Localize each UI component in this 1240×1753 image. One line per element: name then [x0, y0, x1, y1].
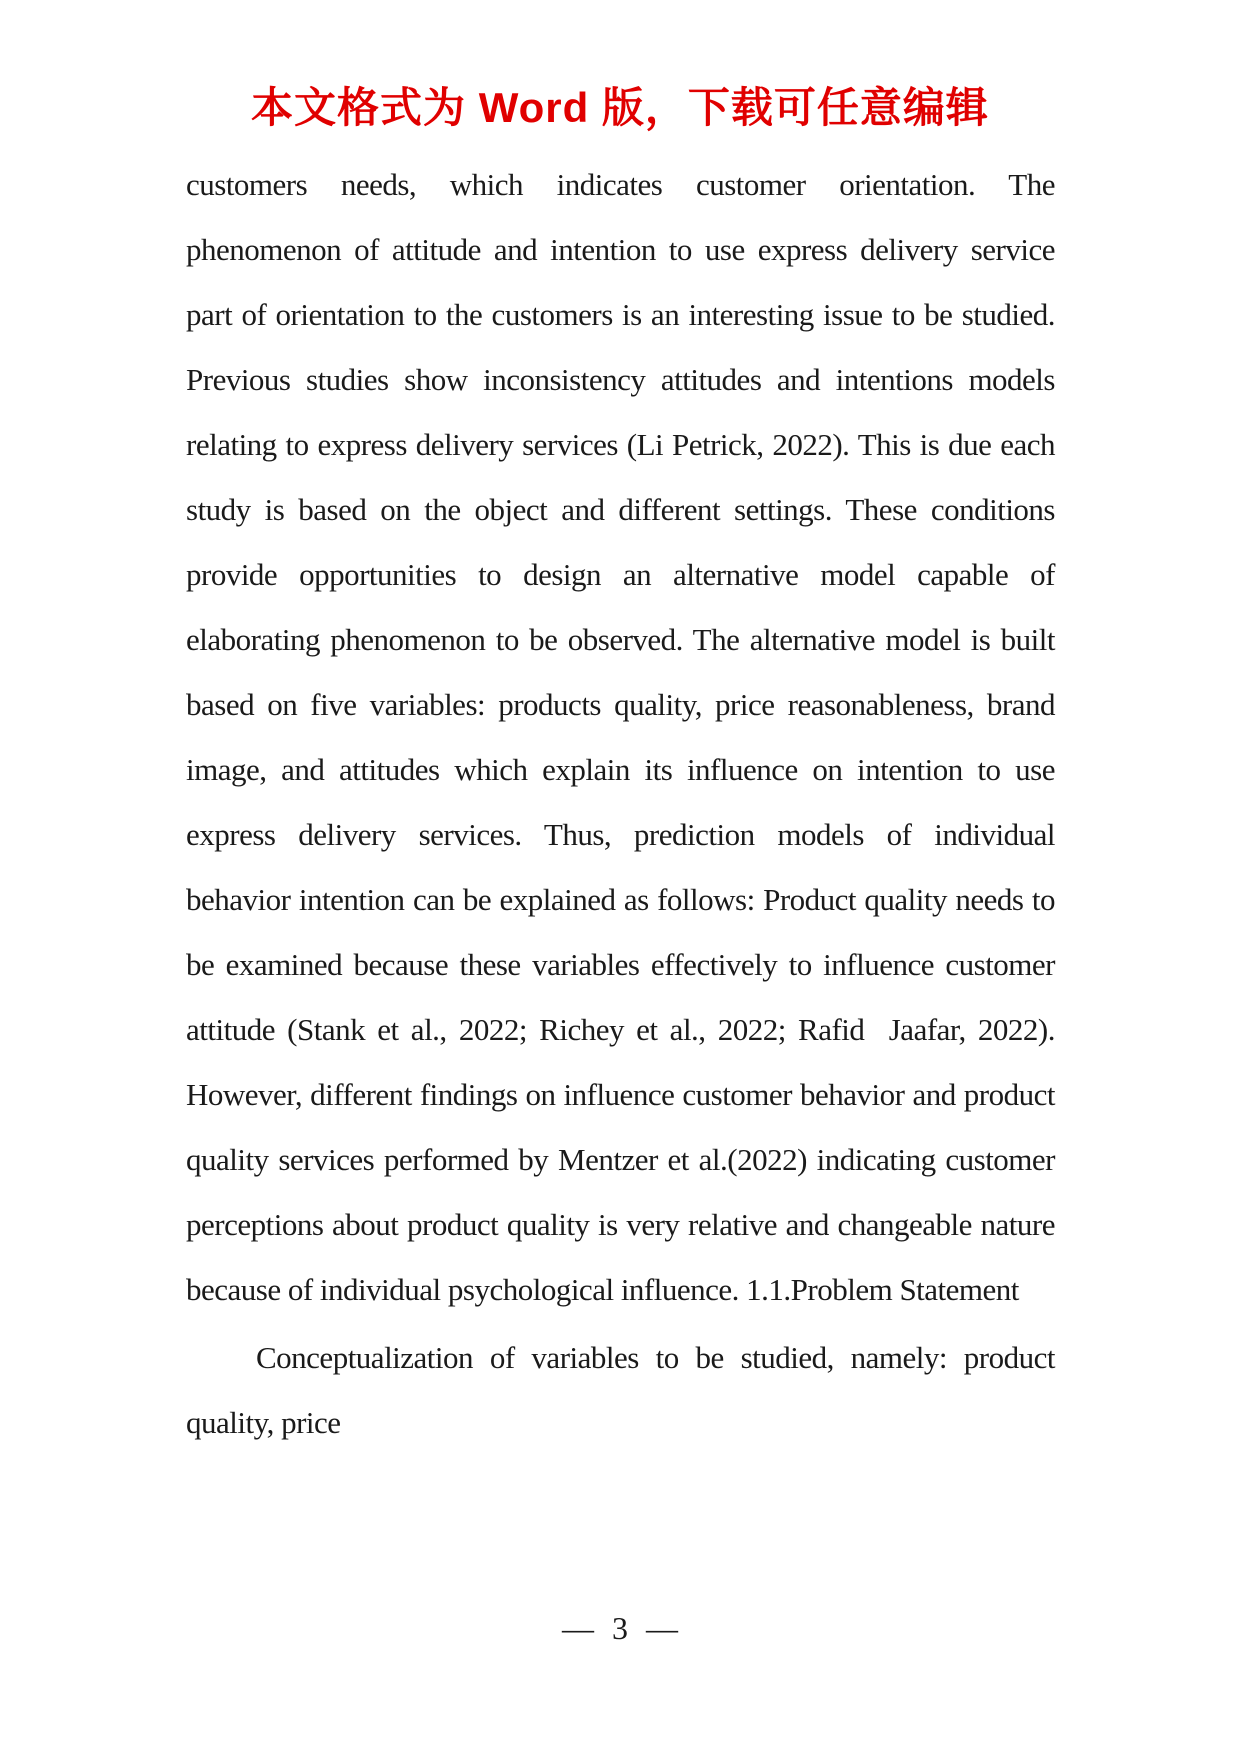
- body-paragraph-introduction: customers needs, which indicates customer orientation. The phenomenon of attitude and intention to use express delivery service part of orientation to the customers is an interesting issue to be studied. Previous studies show inconsistency attitudes and intentions models relating to express delivery services (Li Petrick, 2022). This is due each study is based on the object and different settings. These conditions provide opportunities to design an alternative model capable of elaborating phenomenon to be observed. The alternative model is built based on five variables: products quality, price reasonableness, brand image, and attitudes which explain its influence on intention to use express delivery services. Thus, prediction models of individual behavior intention can be explained as follows: Product quality needs to be examined because these variables effectively to influence customer attitude (Stank et al., 2022; Richey et al., 2022; Rafid Jaafar, 2022). However, different findings on influence customer behavior and product quality services performed by Mentzer et al.(2022) indicating customer perceptions about product quality is very relative and changeable nature because of individual psychological influence. 1.1.Problem Statement: [186, 167, 1055, 1307]
- body-paragraph-conceptualization: Conceptualization of variables to be studied, namely: product quality, price: [186, 1340, 1055, 1440]
- document-body: [0, 152, 1240, 1455]
- footer-page-number: 3: [612, 1610, 628, 1646]
- footer-dash-right: —: [646, 1610, 678, 1646]
- page-footer: [0, 1608, 1240, 1648]
- word-format-notice: 本文格式为 Word 版，下载可任意编辑: [251, 84, 989, 131]
- footer-dash-left: —: [562, 1610, 594, 1646]
